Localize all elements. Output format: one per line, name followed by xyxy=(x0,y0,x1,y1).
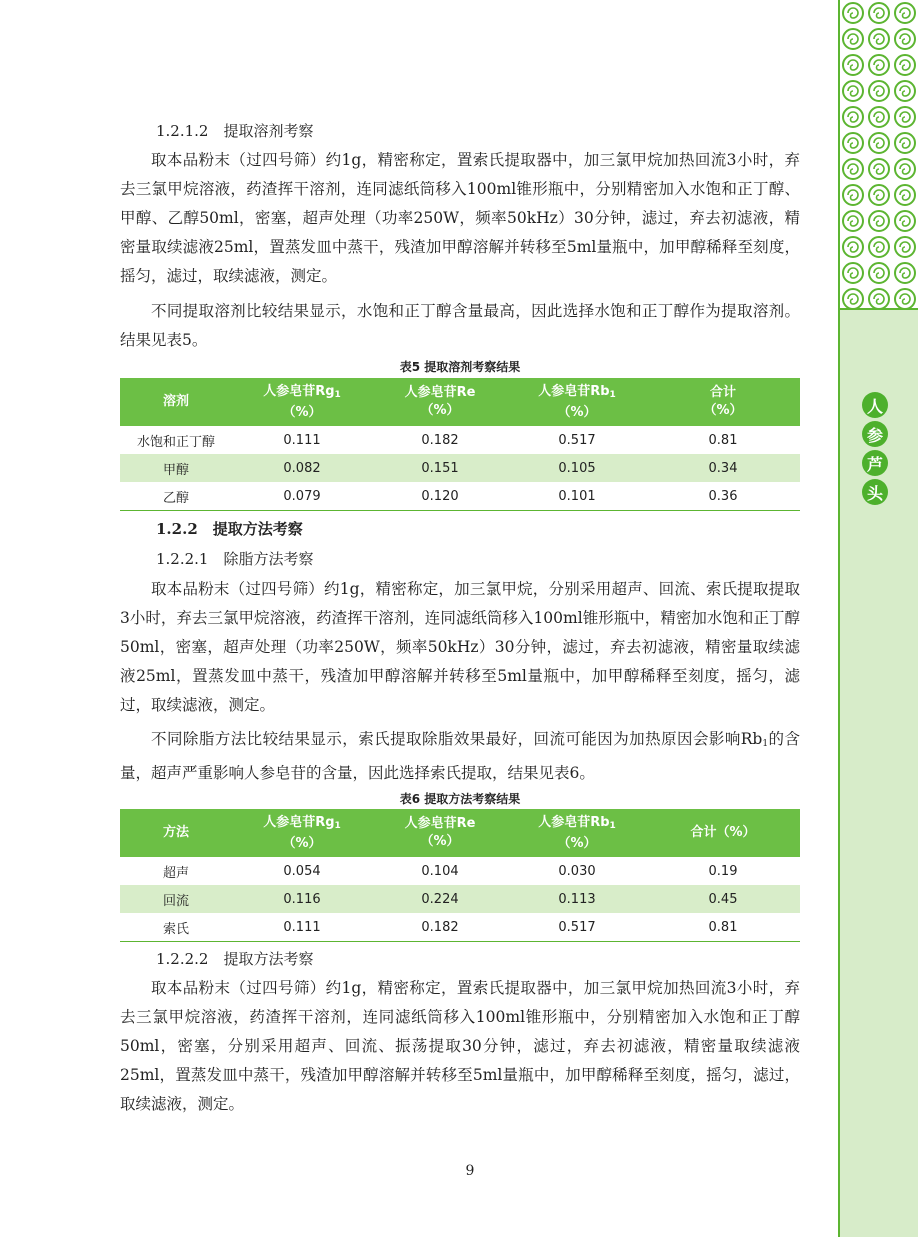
side-title-char: 芦 xyxy=(862,450,888,476)
column-header: 人参皂苷Re （%） xyxy=(372,809,508,857)
table-cell: 0.079 xyxy=(283,488,321,504)
table-cell: 乙醇 xyxy=(162,490,189,506)
table-cell: 0.36 xyxy=(708,488,738,504)
table-cell: 0.111 xyxy=(283,919,321,935)
table-cell: 0.116 xyxy=(232,885,372,913)
table-cell: 0.182 xyxy=(421,432,459,448)
side-title xyxy=(862,392,892,508)
table-cell: 0.224 xyxy=(372,885,508,913)
decorative-pattern xyxy=(840,0,918,310)
table-cell: 0.81 xyxy=(708,432,738,448)
table-cell: 索氏 xyxy=(162,921,189,937)
paragraph: 不同提取溶剂比较结果显示，水饱和正丁醇含量最高，因此选择水饱和正丁醇作为提取溶剂。结果见表5。 xyxy=(120,302,800,349)
table-cell: 0.054 xyxy=(283,863,321,879)
column-header: 人参皂苷Re （%） xyxy=(372,378,508,426)
page-number: 9 xyxy=(465,1163,475,1179)
column-header: 溶剂 xyxy=(120,378,232,426)
column-header: 人参皂苷$Rb_1$ （%） xyxy=(508,378,646,426)
table-caption: 表6 提取方法考察结果 xyxy=(399,792,521,806)
table-header-row xyxy=(120,809,800,857)
table-6 xyxy=(120,809,800,942)
column-header: 合计 （%） xyxy=(646,378,800,426)
column-header: 人参皂苷$Rg_1$ （%） xyxy=(232,809,372,857)
column-header: 合计（%） xyxy=(646,809,800,857)
table-row xyxy=(120,857,800,885)
table-5 xyxy=(120,378,800,511)
table-row xyxy=(120,482,800,511)
section-heading: 1.2.2.1 除脂方法考察 xyxy=(156,550,314,568)
side-title-char: 头 xyxy=(862,479,888,505)
table-cell: 0.19 xyxy=(708,863,738,879)
table-cell: 0.517 xyxy=(558,432,596,448)
table-row xyxy=(120,885,800,913)
table-row xyxy=(120,426,800,454)
table-cell: 0.45 xyxy=(646,885,800,913)
table-cell: 0.111 xyxy=(283,432,321,448)
table-cell: 0.81 xyxy=(708,919,738,935)
table-cell: 0.105 xyxy=(508,454,646,482)
table-cell: 0.182 xyxy=(421,919,459,935)
table-cell: 0.030 xyxy=(558,863,596,879)
table-cell: 0.517 xyxy=(558,919,596,935)
section-heading: 1.2.2.2 提取方法考察 xyxy=(156,950,314,968)
table-cell: 甲醇 xyxy=(120,454,232,482)
table-cell: 超声 xyxy=(162,865,189,881)
table-header-row xyxy=(120,378,800,426)
side-title-char: 人 xyxy=(862,392,888,418)
column-header: 人参皂苷$Rg_1$ （%） xyxy=(232,378,372,426)
table-cell: 0.113 xyxy=(508,885,646,913)
side-title-char: 参 xyxy=(862,421,888,447)
table-row xyxy=(120,913,800,942)
paragraph: 取本品粉末（过四号筛）约1g，精密称定，加三氯甲烷，分别采用超声、回流、索氏提取提取3小时，弃去三氯甲烷溶液，药渣挥干溶剂，连同滤纸筒移入100ml锥形瓶中，精密加水饱和正丁醇50ml，密塞，超声处理（功率250W，频率50kHz）30分钟，滤过，弃去初滤液，精密量取续滤液25ml，置蒸发皿中蒸干，残渣加甲醇溶解并转移至5ml量瓶中，加甲醇稀释至刻度，摇匀，滤过，取续滤液，测定。 xyxy=(120,580,800,714)
table-row xyxy=(120,454,800,482)
table-cell: 0.082 xyxy=(232,454,372,482)
table-cell: 0.34 xyxy=(646,454,800,482)
table-cell: 0.151 xyxy=(372,454,508,482)
paragraph: 不同除脂方法比较结果显示，索氏提取除脂效果最好，回流可能因为加热原因会影响$Rb_1$的含量，超声严重影响人参皂苷的含量，因此选择索氏提取，结果见表6。 xyxy=(120,730,800,782)
table-cell: 水饱和正丁醇 xyxy=(136,434,215,450)
table-cell: 回流 xyxy=(120,885,232,913)
table-cell: 0.101 xyxy=(558,488,596,504)
column-header: 方法 xyxy=(120,809,232,857)
section-heading: 1.2.1.2 提取溶剂考察 xyxy=(156,122,314,140)
table-cell: 0.104 xyxy=(421,863,459,879)
section-heading: 1.2.2 提取方法考察 xyxy=(156,520,303,538)
side-strip xyxy=(838,0,918,1237)
paragraph: 取本品粉末（过四号筛）约1g，精密称定，置索氏提取器中，加三氯甲烷加热回流3小时，弃去三氯甲烷溶液，药渣挥干溶剂，连同滤纸筒移入100ml锥形瓶中，分别精密加入水饱和正丁醇、甲醇、乙醇50ml，密塞，超声处理（功率250W，频率50kHz）30分钟，滤过，弃去初滤液，精密量取续滤液25ml，置蒸发皿中蒸干，残渣加甲醇溶解并转移至5ml量瓶中，加甲醇稀释至刻度，摇匀，滤过，取续滤液，测定。 xyxy=(120,151,800,285)
table-caption: 表5 提取溶剂考察结果 xyxy=(399,360,521,374)
column-header: 人参皂苷$Rb_1$ （%） xyxy=(508,809,646,857)
table-cell: 0.120 xyxy=(421,488,459,504)
paragraph: 取本品粉末（过四号筛）约1g，精密称定，置索氏提取器中，加三氯甲烷加热回流3小时，弃去三氯甲烷溶液，药渣挥干溶剂，连同滤纸筒移入100ml锥形瓶中，分别精密加入水饱和正丁醇50ml，密塞，分别采用超声、回流、振荡提取30分钟，滤过，弃去初滤液，精密量取续滤液25ml，置蒸发皿中蒸干，残渣加甲醇溶解并转移至5ml量瓶中，加甲醇稀释至刻度，摇匀，滤过，取续滤液，测定。 xyxy=(120,979,800,1113)
